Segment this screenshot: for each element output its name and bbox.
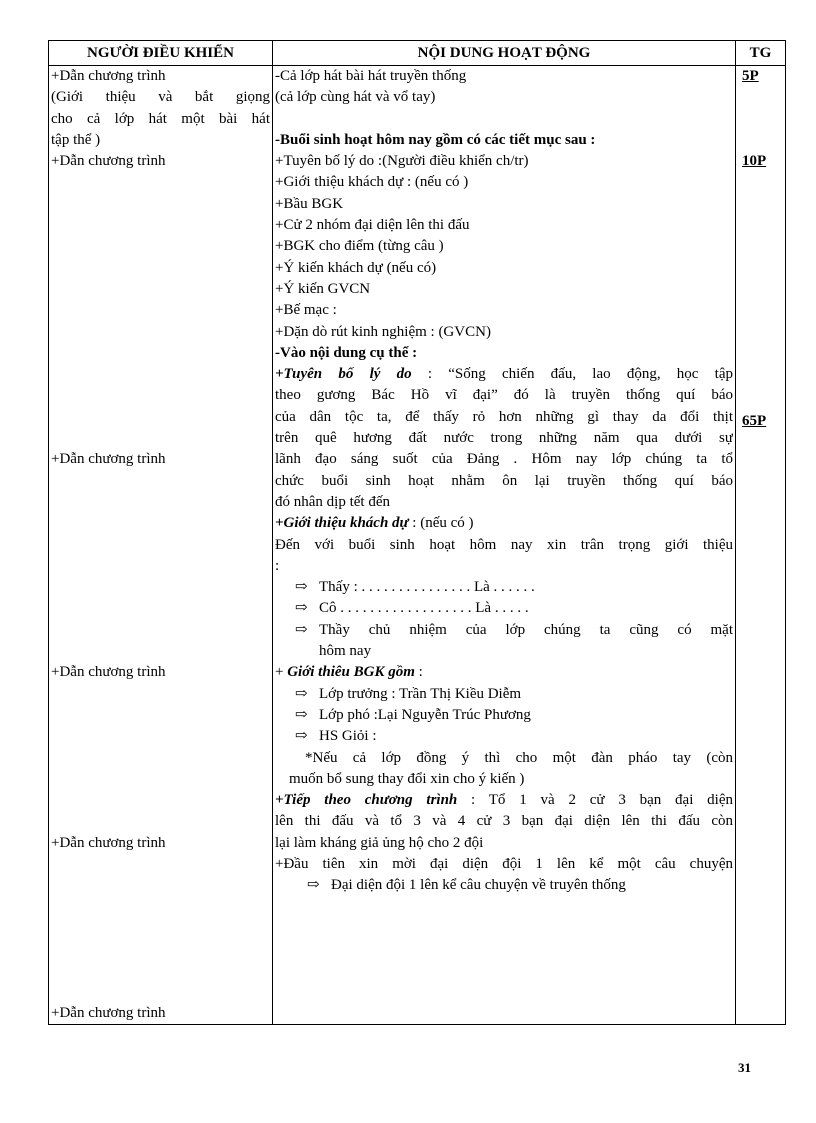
arrow-icon: ⇨ — [307, 877, 320, 894]
content-line: lãnh đạo sáng suốt của Đảng . Hôm nay lớp chúng ta tổ — [275, 451, 733, 468]
content-line — [275, 577, 733, 598]
content-text: : (nếu có ) — [408, 515, 474, 532]
content-line — [275, 790, 733, 811]
content-text: Thầy chủ nhiệm của lớp chúng ta cũng có mặt — [319, 621, 733, 638]
content-line: +Ý kiến GVCN — [275, 280, 371, 297]
content-text: Thấy : . . . . . . . . . . . . . . . Là . . . . . . — [319, 579, 535, 596]
content-emphasis: +Tiếp theo chương trình — [275, 792, 458, 809]
controller-line: cho cả lớp hát một bài hát — [51, 110, 270, 127]
content-line: muốn bổ sung thay đổi xin cho ý kiến ) — [289, 770, 525, 787]
content-line: -Cả lớp hát bài hát truyền thống — [275, 68, 467, 84]
content-line: +Giới thiệu khách dự : (nếu có ) — [275, 174, 469, 191]
content-line: lên thi đấu và tổ 3 và 4 cử 3 bạn đại diện lên thi đấu còn — [275, 813, 733, 830]
content-line: +Cử 2 nhóm đại diện lên thi đấu — [275, 217, 470, 234]
content-text: HS Giỏi : — [319, 728, 377, 745]
content-line: +Bế mạc : — [275, 302, 337, 319]
header-controller: NGƯỜI ĐIỀU KHIỂN — [49, 41, 273, 66]
content-line — [275, 513, 733, 534]
header-content: NỘI DUNG HOẠT ĐỘNG — [273, 41, 736, 66]
table-header-row — [49, 41, 786, 66]
content-line: lại làm kháng giả ủng hộ cho 2 đội — [275, 834, 484, 851]
document-page — [48, 40, 782, 1025]
activity-table — [48, 40, 786, 1025]
content-text: : Tổ 1 và 2 cử 3 bạn đại diện — [457, 792, 733, 809]
content-line: hôm nay — [319, 643, 372, 660]
content-line: +BGK cho điểm (từng câu ) — [275, 238, 444, 255]
content-text: Cô . . . . . . . . . . . . . . . . . . Là . . . . . — [319, 600, 529, 617]
content-line — [275, 705, 733, 726]
time-value: 65P — [742, 412, 767, 429]
content-emphasis: Giới thiêu BGK gồm — [287, 664, 415, 681]
content-line — [275, 598, 733, 619]
content-line: : — [275, 557, 280, 574]
time-value: 5P — [742, 68, 759, 84]
content-line: +Dặn dò rút kinh nghiệm : (GVCN) — [275, 323, 491, 340]
content-column — [273, 66, 736, 1025]
content-line — [275, 726, 733, 747]
content-text: + — [275, 664, 288, 681]
time-value: 10P — [742, 153, 767, 170]
arrow-icon: ⇨ — [295, 685, 308, 702]
content-line — [275, 662, 733, 683]
controller-column — [49, 66, 273, 1025]
content-line: +Ý kiến khách dự (nếu có) — [275, 259, 437, 276]
arrow-icon: ⇨ — [295, 728, 308, 745]
arrow-icon: ⇨ — [295, 600, 308, 617]
arrow-icon: ⇨ — [295, 621, 308, 638]
content-text: Lớp trưởng : Trần Thị Kiều Diễm — [319, 685, 522, 702]
content-line: +Tuyên bố lý do :(Người điều khiển ch/tr) — [275, 153, 529, 170]
content-line: *Nếu cả lớp đồng ý thì cho một đàn pháo tay (còn — [305, 749, 733, 766]
content-line: +Đầu tiên xin mời đại diện đội 1 lên kể một câu chuyện — [275, 855, 733, 872]
content-line: (cả lớp cùng hát và vổ tay) — [275, 89, 436, 106]
content-line: +Bầu BGK — [275, 195, 344, 212]
content-line: chức buổi sinh hoạt nhằm ôn lại truyền thống quí báo — [275, 472, 733, 489]
controller-line: +Dẫn chương trình — [51, 451, 166, 468]
page-number: 31 — [738, 1060, 751, 1075]
content-line: -Vào nội dung cụ thể : — [275, 344, 418, 361]
arrow-icon: ⇨ — [295, 579, 308, 596]
content-line — [275, 875, 733, 896]
content-text: : “Sống chiến đấu, lao động, học tập — [411, 366, 733, 383]
controller-line: +Dẫn chương trình — [51, 664, 166, 681]
content-line: -Buổi sinh hoạt hôm nay gồm có các tiết mục sau : — [275, 131, 596, 148]
controller-line: +Dẫn chương trình — [51, 68, 166, 84]
content-text: : — [414, 664, 423, 681]
content-line — [275, 364, 733, 385]
controller-line: +Dẫn chương trình — [51, 834, 166, 851]
content-emphasis: +Tuyên bố lý do — [275, 366, 412, 383]
content-line: Đến với buổi sinh hoạt hôm nay xin trân trọng giới thiệu — [275, 536, 733, 553]
content-text: Lớp phó :Lại Nguyễn Trúc Phương — [319, 706, 531, 723]
table-body-row — [49, 66, 786, 1025]
content-emphasis: +Giới thiệu khách dự — [275, 515, 409, 532]
content-line — [275, 620, 733, 641]
arrow-icon: ⇨ — [295, 706, 308, 723]
content-line: theo gương Bác Hồ vĩ đại” đó là truyền thống quí báo — [275, 387, 733, 404]
content-line — [275, 684, 733, 705]
content-text: Đại diện đội 1 lên kể câu chuyện về truyên thống — [331, 877, 626, 894]
time-column — [736, 66, 786, 1025]
content-line: đó nhân dịp tết đến — [275, 493, 390, 510]
controller-line: +Dẫn chương trình — [51, 1005, 166, 1022]
header-time: TG — [736, 41, 786, 66]
controller-line: (Giới thiệu và bắt giọng — [51, 89, 270, 106]
controller-line: +Dẫn chương trình — [51, 153, 166, 170]
content-line: trên quê hương đất nước trong những năm qua dưới sự — [275, 430, 733, 447]
controller-line: tập thể ) — [51, 131, 101, 148]
content-line: của dân tộc ta, để thấy rỏ hơn những gì thay da đổi thịt — [275, 408, 733, 425]
